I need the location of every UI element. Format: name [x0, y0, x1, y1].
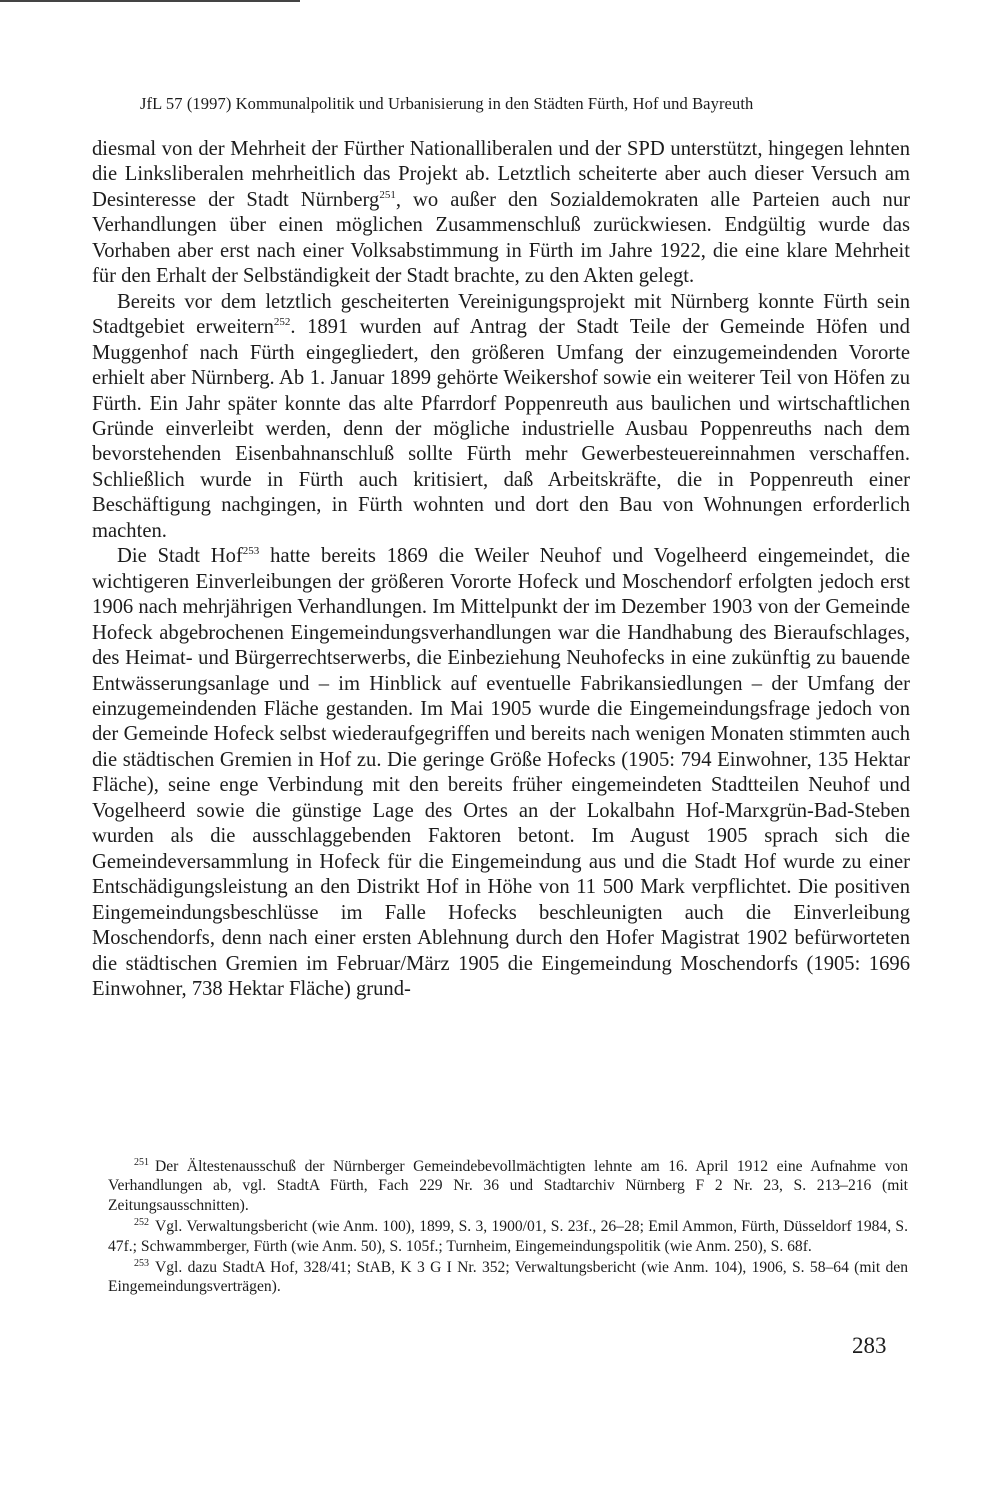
footnote-ref-251[interactable]: 251 [379, 189, 396, 202]
footnote-text: Der Ältestenausschuß der Nürnberger Gemeindebevollmächtigten lehnte am 16. April 1912 eine Aufnahme von Verhandlungen ab, vgl. StadtA Fürth, Fach 229 Nr. 36 und Stadtarchiv Nürnberg F 2 Nr. 23, S. 213–216 (mit Zeitungsausschnitten). [108, 1158, 908, 1214]
footnote-text: Vgl. dazu StadtA Hof, 328/41; StAB, K 3 G I Nr. 352; Verwaltungsbericht (wie Anm. 104), 1906, S. 58–64 (mit den Eingemeindungsverträgen). [108, 1259, 908, 1296]
scan-edge-mark [0, 0, 300, 2]
footnote-number: 252 [134, 1217, 149, 1229]
footnote-252 [108, 1217, 908, 1256]
main-text [92, 137, 910, 1002]
footnotes [108, 1157, 908, 1299]
paragraph-2-text-b: . 1891 wurden auf Antrag der Stadt Teile der Gemeinde Höfen und Muggenhof nach Fürth eingegliedert, den größeren Umfang der einzugemeindenden Vororte erhielt aber Nürnberg. Ab 1. Januar 1899 gehörte Weikershof sowie ein weiterer Teil von Höfen zu Fürth. Ein Jahr später konnte das alte Pfarrdorf Poppenreuth aus baulichen und wirtschaftlichen Gründe einverleibt werden, denn der mögliche industrielle Ausbau Poppenreuths nach dem bevorstehenden Eisenbahnanschluß sollte Fürth mehr Gewerbesteuereinnahmen verschaffen. Schließlich wurde in Fürth auch kritisiert, daß Arbeitskräfte, die in Poppenreuth einer Beschäftigung nachgingen, in Fürth wohnten und dort den Bau von Wohnungen erforderlich machten. [92, 316, 910, 542]
footnote-ref-253[interactable]: 253 [242, 545, 260, 558]
footnote-text: Vgl. Verwaltungsbericht (wie Anm. 100), 1899, S. 3, 1900/01, S. 23f., 26–28; Emil Ammon, Fürth, Düsseldorf 1984, S. 47f.; Schwammberger, Fürth (wie Anm. 50), S. 105f.; Turnheim, Eingemeindungspolitik (wie Anm. 250), S. 68f. [108, 1218, 908, 1255]
footnote-251 [108, 1157, 908, 1215]
page-number: 283 [852, 1333, 887, 1358]
footnote-253 [108, 1258, 908, 1297]
paragraph-1-text-b: , wo außer den Sozialdemokraten alle Parteien auch nur Verhandlungen über einen möglichen Zusammenschluß zurückwiesen. Endgültig wurde das Vorhaben aber erst nach einer Volksabstimmung in Fürth im Jahre 1922, die eine klare Mehrheit für den Erhalt der Selbständigkeit der Stadt brachte, zu den Akten gelegt. [92, 188, 910, 288]
paragraph-3-text-a: Die Stadt Hof [117, 545, 243, 568]
paragraph-1 [92, 137, 910, 290]
paragraph-2 [92, 290, 910, 545]
footnote-number: 251 [134, 1156, 149, 1168]
footnote-ref-252[interactable]: 252 [273, 316, 291, 329]
footnote-number: 253 [134, 1257, 149, 1269]
paragraph-3 [92, 544, 910, 1002]
paragraph-2-text-a: Bereits vor dem letztlich gescheiterten Vereinigungsprojekt mit Nürnberg konnte Fürth sein Stadtgebiet erweitern [92, 290, 910, 339]
paragraph-1-text-a: diesmal von der Mehrheit der Fürther Nationalliberalen und der SPD unterstützt, hingegen lehnten die Linksliberalen mehrheitlich das Projekt ab. Letztlich scheiterte aber auch dieser Versuch am Desinteresse der Stadt Nürnberg [92, 138, 910, 211]
running-header: JfL 57 (1997) Kommunalpolitik und Urbanisierung in den Städten Fürth, Hof und Bayreuth [140, 94, 754, 113]
paragraph-3-text-b: hatte bereits 1869 die Weiler Neuhof und Vogelheerd eingemeindet, die wichtigeren Einverleibungen der größeren Vororte Hofeck und Moschendorf erfolgten jedoch erst 1906 nach mehrjährigen Verhandlungen. Im Mittelpunkt der im Dezember 1903 von der Gemeinde Hofeck abgebrochenen Eingemeindungsverhandlungen war die Handhabung des Bieraufschlages, des Heimat- und Bürgerrechtserwerbs, die Einbeziehung Neuhofecks in eine zukünftig zu bauende Entwässerungsanlage und – im Hinblick auf eventuelle Fabrikansiedlungen – der Umfang der einzugemeindenden Fläche gestanden. Im Mai 1905 wurde die Eingemeindungsfrage jedoch von der Gemeinde Hofeck selbst wiederaufgegriffen und bereits nach wenigen Monaten stimmten auch die städtischen Gremien in Hof zu. Die geringe Größe Hofecks (1905: 794 Einwohner, 135 Hektar Fläche), seine enge Verbindung mit den bereits früher eingemeindeten Stadtteilen Neuhof und Vogelheerd sowie die günstige Lage des Ortes an der Lokalbahn Hof-Marxgrün-Bad-Steben wurden als die ausschlaggebenden Faktoren betont. Im August 1905 sprach sich die Gemeindeversammlung in Hofeck für die Eingemeindung aus und die Stadt Hof wurde zu einer Entschädigungsleistung an den Distrikt Hof in Höhe von 11 500 Mark verpflichtet. Die positiven Eingemeindungsbeschlüsse im Falle Hofecks beschleunigten auch die Einverleibung Moschendorfs, denn nach einer ersten Ablehnung durch den Hofer Magistrat 1902 befürworteten die städtischen Gremien im Februar/März 1905 die Eingemeindung Moschendorfs (1905: 1696 Einwohner, 738 Hektar Fläche) grund- [92, 545, 910, 1000]
